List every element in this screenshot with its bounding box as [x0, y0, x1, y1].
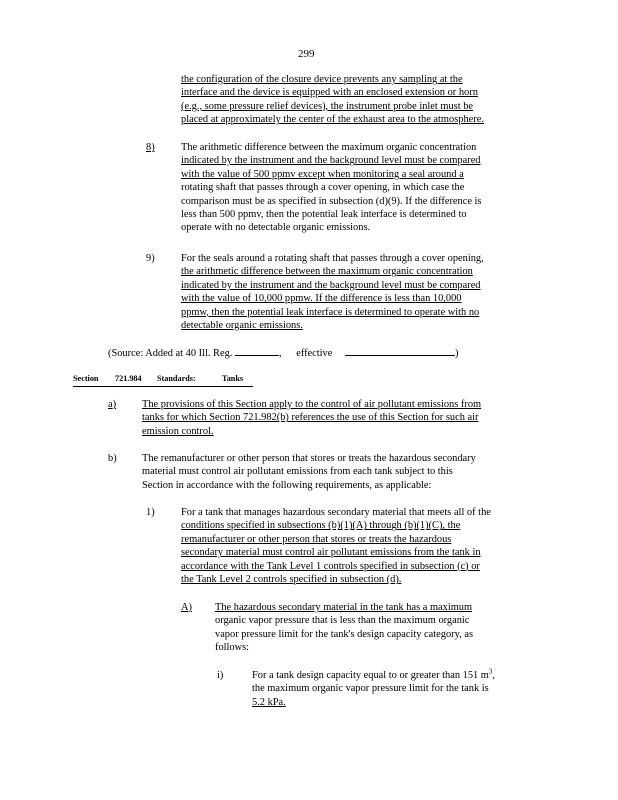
item-8-line: comparison must be as specified in subsection (d)(9). If the difference is	[181, 195, 482, 207]
subsection-b1-line: the Tank Level 2 controls specified in subsection (d).	[181, 574, 402, 586]
item-9-line: For the seals around a rotating shaft that passes through a cover opening,	[181, 253, 484, 264]
subsection-b-line: The remanufacturer or other person that stores or treats the hazardous secondary	[142, 453, 476, 464]
source-effective: effective	[296, 348, 333, 359]
section-label: Section	[73, 374, 99, 383]
b1Ai-line1-text: For a tank design capacity equal to or greater than 151 m	[252, 670, 489, 681]
subsection-b1-line: For a tank that manages hazardous secondary material that meets all of the	[181, 507, 491, 518]
subsection-a-label: a)	[108, 399, 117, 410]
source-note	[108, 345, 458, 360]
subsection-b-paragraph	[142, 452, 534, 492]
subsection-b1-line: secondary material must control air pollutant emissions from the tank in	[181, 547, 481, 559]
subsection-b-line: Section in accordance with the following requirements, as applicable:	[142, 479, 432, 491]
subsection-b-label: b)	[108, 453, 117, 464]
subsection-b1A-line: organic vapor pressure that is less than the maximum organic	[215, 615, 470, 627]
item-8-line: with the value of 500 ppmv except when monitoring a seal around a	[181, 168, 464, 180]
subsection-a-line: The provisions of this Section apply to the control of air pollutant emissions from	[142, 399, 482, 410]
item-8-line: indicated by the instrument and the background level must be compared	[181, 155, 481, 167]
subsection-b1Ai-line	[252, 669, 542, 682]
subsection-b1-paragraph	[181, 506, 541, 586]
subsection-b1Ai-line: the maximum organic vapor pressure limit for the tank is	[252, 683, 489, 695]
subsection-b1-line: conditions specified in subsections (b)(1)(A) through (b)(1)(C), the	[181, 520, 461, 532]
subsection-a-line: tanks for which Section 721.982(b) references the use of this Section for such air	[142, 412, 479, 424]
item-8-line: The arithmetic difference between the maximum organic concentration	[181, 142, 477, 153]
continuation-line: interface and the device is equipped with an enclosed extension or horn	[181, 87, 478, 99]
source-close: )	[454, 348, 459, 359]
item-9-line: the arithmetic difference between the maximum organic concentration	[181, 266, 473, 278]
continuation-line: (e.g., some pressure relief devices), the instrument probe inlet must be	[181, 100, 474, 112]
subsection-b1Ai-line: 5.2 kPa.	[252, 696, 286, 708]
subsection-b1A-line: follows:	[215, 642, 250, 654]
item-8-line: operate with no detectable organic emissions.	[181, 222, 371, 234]
subsection-b1-line: accordance with the Tank Level 1 controls specified in subsection (c) or	[181, 560, 480, 572]
section-heading-rule	[73, 386, 253, 387]
subsection-b1-line: remanufacturer or other person that stores or treats the hazardous	[181, 533, 452, 545]
section-subject: Tanks	[222, 374, 244, 383]
effective-date-blank	[345, 345, 455, 356]
continuation-paragraph	[181, 73, 523, 127]
subsection-a-paragraph	[142, 398, 534, 438]
item-8-line: rotating shaft that passes through a cover opening, in which case the	[181, 182, 465, 194]
continuation-line: placed at approximately the center of the exhaust area to the atmosphere.	[181, 114, 484, 126]
subsection-b1A-line: The hazardous secondary material in the tank has a maximum	[215, 602, 473, 613]
subsection-b1Ai-label: i)	[217, 670, 224, 681]
item-8-line: less than 500 ppmv, then the potential leak interface is determined to	[181, 209, 467, 221]
subsection-b1A-label: A)	[181, 602, 192, 613]
item-8-number: 8)	[146, 142, 155, 153]
section-title: Standards:	[157, 374, 196, 383]
item-8-paragraph	[181, 141, 531, 235]
page-number: 299	[298, 48, 315, 60]
continuation-line: the configuration of the closure device prevents any sampling at the	[181, 74, 463, 85]
subsection-b1-label: 1)	[146, 507, 155, 518]
subsection-b1A-paragraph	[215, 601, 525, 655]
item-9-paragraph	[181, 252, 531, 332]
register-page-blank	[235, 345, 279, 356]
source-comma: ,	[278, 348, 282, 359]
section-number: 721.984	[115, 374, 142, 383]
cubic-superscript: 3	[488, 667, 493, 676]
subsection-b1A-line: vapor pressure limit for the tank's design capacity category, as	[215, 628, 473, 640]
b1Ai-line1-end: ,	[492, 670, 495, 681]
subsection-a-line: emission control.	[142, 425, 214, 437]
item-9-line: detectable organic emissions.	[181, 320, 303, 332]
item-9-line: with the value of 10,000 ppmw. If the difference is less than 10,000	[181, 293, 462, 305]
subsection-b1Ai-paragraph	[252, 669, 542, 709]
item-9-line: indicated by the instrument and the background level must be compared	[181, 279, 481, 291]
subsection-b-line: material must control air pollutant emissions from each tank subject to this	[142, 466, 453, 478]
source-prefix: (Source: Added at 40 Ill. Reg.	[108, 348, 233, 359]
item-9-number: 9)	[146, 253, 155, 264]
item-9-line: ppmw, then the potential leak interface is determined to operate with no	[181, 306, 480, 318]
